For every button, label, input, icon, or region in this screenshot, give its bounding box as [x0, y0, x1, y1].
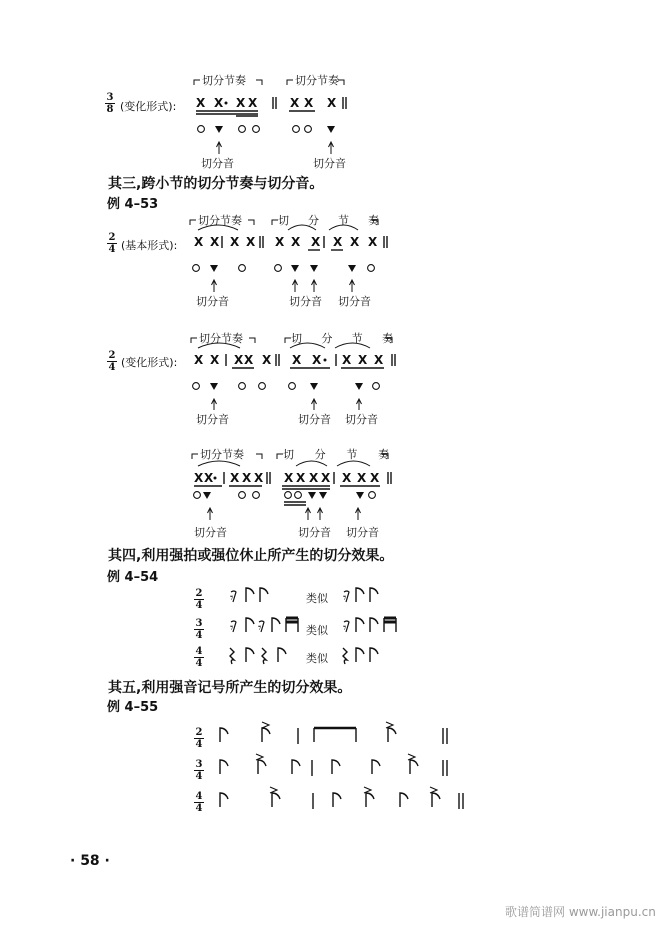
- syncopation-bracket-label: 节: [338, 214, 349, 227]
- bracket: [249, 338, 255, 343]
- heading-three: 其三,跨小节的切分节奏与切分音。: [108, 176, 324, 192]
- syncopated-note-label: 切分音: [196, 295, 229, 308]
- beat-x: X: [194, 471, 204, 485]
- beat-x: X: [368, 235, 378, 249]
- time-signature-2-4: 2 4: [108, 232, 116, 255]
- quarter-note: [400, 793, 408, 807]
- beat-x: X: [358, 353, 368, 367]
- syncopation-bracket-label: 切: [291, 332, 302, 345]
- bracket: [248, 220, 254, 225]
- beat-x: X: [304, 96, 314, 110]
- quarter-rest: [262, 648, 266, 664]
- accent-mark: [270, 787, 277, 793]
- quarter-note: [370, 618, 378, 632]
- strong-beat-triangle: [310, 383, 318, 390]
- quarter-note: [366, 793, 374, 807]
- beat-x: X: [230, 235, 240, 249]
- beat-x: X: [309, 471, 319, 485]
- syncopation-bracket-label: 切分节奏: [202, 74, 246, 87]
- syncopation-bracket-label: 奏: [378, 448, 389, 461]
- beat-x: X: [254, 471, 264, 485]
- heading-four: 其四,利用强拍或强位休止所产生的切分效果。: [108, 548, 394, 564]
- weak-beat-circle: [253, 126, 260, 133]
- similar-label: 类似: [306, 652, 328, 665]
- accent-mark: [364, 787, 371, 793]
- quarter-note: [370, 588, 378, 602]
- time-signature-2-4: 2 4: [108, 350, 116, 373]
- beat-x: X: [210, 353, 220, 367]
- similar-label: 类似: [306, 624, 328, 637]
- eighth-rest: 𝄾: [258, 621, 262, 636]
- strong-beat-triangle: [319, 492, 327, 499]
- syncopation-bracket-label: 分: [308, 214, 319, 227]
- weak-beat-circle: [368, 265, 375, 272]
- weak-beat-circle: [193, 265, 200, 272]
- quarter-note: [246, 648, 254, 662]
- syncopated-note-label: 切分音: [345, 413, 378, 426]
- beat-x: X: [292, 353, 302, 367]
- quarter-note: [272, 618, 280, 632]
- time-signature-4-4: 4 4: [195, 791, 203, 814]
- quarter-note: [410, 760, 418, 774]
- beat-x: X: [204, 471, 214, 485]
- accent-mark: [408, 754, 415, 760]
- example-4-53-label: 例 4–53: [107, 197, 159, 212]
- beat-x: X: [290, 96, 300, 110]
- quarter-note: [356, 648, 364, 662]
- beat-x: X: [312, 353, 322, 367]
- syncopation-bracket-label: 节: [346, 448, 358, 461]
- quarter-note: [258, 760, 266, 774]
- syncopated-note-label: 切分音: [289, 295, 322, 308]
- weak-beat-circle: [253, 492, 260, 499]
- beat-x: X: [246, 235, 256, 249]
- page-number: · 58 ·: [70, 853, 110, 869]
- quarter-note: [278, 648, 286, 662]
- strong-beat-triangle: [348, 265, 356, 272]
- beat-x: X: [291, 235, 301, 249]
- beat-x: X: [194, 353, 204, 367]
- beat-x: X: [327, 96, 337, 110]
- quarter-note: [272, 793, 280, 807]
- beat-x: X: [321, 471, 331, 485]
- beat-x: X: [311, 235, 321, 249]
- watermark: 歌谱简谱网 www.jianpu.cn: [505, 905, 656, 919]
- syncopated-note-label: 切分音: [196, 413, 229, 426]
- beat-x: X: [210, 235, 220, 249]
- quarter-note: [356, 588, 364, 602]
- similar-label: 类似: [306, 592, 328, 605]
- syncopation-bracket-label: 切: [278, 214, 289, 227]
- quarter-note: [370, 648, 378, 662]
- accent-mark: [256, 754, 263, 760]
- weak-beat-circle: [373, 383, 380, 390]
- beat-x: X: [333, 235, 343, 249]
- heading-five: 其五,利用强音记号所产生的切分效果。: [108, 680, 352, 696]
- weak-beat-circle: [239, 126, 246, 133]
- example-4-55-label: 例 4–55: [107, 700, 159, 715]
- weak-beat-circle: [239, 265, 246, 272]
- quarter-note: [246, 618, 254, 632]
- beat-x: X: [234, 353, 244, 367]
- strong-beat-triangle: [210, 265, 218, 272]
- syncopated-note-label: 切分音: [194, 526, 227, 539]
- quarter-note: [262, 728, 270, 742]
- beat-x: X: [370, 471, 380, 485]
- weak-beat-circle: [239, 383, 246, 390]
- quarter-note: [220, 728, 228, 742]
- strong-beat-triangle: [203, 492, 211, 499]
- augmentation-dot: [324, 359, 327, 362]
- augmentation-dot: [225, 102, 228, 105]
- strong-beat-triangle: [291, 265, 299, 272]
- strong-beat-triangle: [356, 492, 364, 499]
- beat-x: X: [248, 96, 258, 110]
- eighth-rest: 𝄾: [343, 621, 347, 636]
- beat-x: X: [262, 353, 272, 367]
- example-4-54-label: 例 4–54: [107, 570, 159, 585]
- weak-beat-circle: [305, 126, 312, 133]
- weak-beat-circle: [369, 492, 376, 499]
- weak-beat-circle: [259, 383, 266, 390]
- accent-mark: [262, 722, 269, 728]
- weak-beat-circle: [193, 383, 200, 390]
- strong-beat-triangle: [308, 492, 316, 499]
- beat-x: X: [242, 471, 252, 485]
- quarter-note: [333, 793, 341, 807]
- syncopated-note-label: 切分音: [298, 526, 331, 539]
- time-signature-2-4: 2 4: [195, 727, 203, 750]
- eighth-rest: 𝄾: [230, 591, 234, 606]
- time-signature-3-8: 3 8: [106, 92, 114, 115]
- bracket: [256, 80, 262, 85]
- quarter-note: [432, 793, 440, 807]
- weak-beat-circle: [295, 492, 302, 499]
- quarter-note: [260, 588, 268, 602]
- syncopation-bracket-label: 切分节奏: [198, 214, 242, 227]
- bracket: [190, 220, 196, 225]
- time-signature-2-4: 2 4: [195, 588, 203, 611]
- beat-x: X: [342, 353, 352, 367]
- quarter-note: [372, 760, 380, 774]
- quarter-note: [332, 760, 340, 774]
- strong-beat-triangle: [210, 383, 218, 390]
- quarter-note: [220, 793, 228, 807]
- beat-x: X: [374, 353, 384, 367]
- strong-beat-triangle: [355, 383, 363, 390]
- weak-beat-circle: [285, 492, 292, 499]
- eighth-rest: 𝄾: [343, 591, 347, 606]
- quarter-note: [246, 588, 254, 602]
- bracket: [192, 454, 198, 459]
- quarter-rest: [230, 648, 234, 664]
- bracket: [191, 338, 197, 343]
- augmentation-dot: [214, 477, 217, 480]
- strong-beat-triangle: [327, 126, 335, 133]
- time-signature-3-4: 3 4: [195, 618, 203, 641]
- weak-beat-circle: [194, 492, 201, 499]
- variant-form-label: (变化形式):: [120, 100, 177, 113]
- eighth-rest: 𝄾: [230, 621, 234, 636]
- bracket: [194, 80, 200, 85]
- weak-beat-circle: [239, 492, 246, 499]
- beat-x: X: [236, 96, 246, 110]
- beat-x: X: [214, 96, 224, 110]
- tie: [337, 461, 370, 466]
- beat-x: X: [342, 471, 352, 485]
- syncopated-note-label: 切分音: [298, 413, 331, 426]
- variant-form-label: (变化形式):: [121, 356, 178, 369]
- syncopation-bracket-label: 分: [314, 448, 326, 461]
- syncopated-note-label: 切分音: [346, 526, 379, 539]
- accent-mark: [430, 787, 437, 793]
- beat-x: X: [275, 235, 285, 249]
- syncopation-bracket-label: 奏: [368, 214, 379, 227]
- time-signature-3-4: 3 4: [195, 759, 203, 782]
- syncopation-bracket-label: 切分节奏: [199, 332, 243, 345]
- syncopation-bracket-label: 切: [283, 448, 294, 461]
- beat-x: X: [196, 96, 206, 110]
- syncopation-bracket-label: 切分节奏: [200, 448, 244, 461]
- quarter-rest: [343, 648, 347, 664]
- basic-form-label: (基本形式):: [121, 239, 178, 252]
- strong-beat-triangle: [310, 265, 318, 272]
- syncopation-bracket-label: 奏: [382, 332, 393, 345]
- weak-beat-circle: [289, 383, 296, 390]
- bracket: [287, 80, 293, 85]
- weak-beat-circle: [293, 126, 300, 133]
- quarter-note: [388, 728, 396, 742]
- syncopation-bracket-label: 节: [351, 332, 363, 345]
- syncopation-bracket-label: 切分节奏: [295, 74, 339, 87]
- beat-x: X: [244, 353, 254, 367]
- strong-beat-triangle: [215, 126, 223, 133]
- time-signature-4-4: 4 4: [195, 646, 203, 669]
- bracket: [256, 454, 262, 459]
- syncopated-note-label: 切分音: [338, 295, 371, 308]
- beat-x: X: [194, 235, 204, 249]
- accent-mark: [386, 722, 393, 728]
- quarter-note: [356, 618, 364, 632]
- beat-x: X: [296, 471, 306, 485]
- beat-x: X: [284, 471, 294, 485]
- syncopated-note-label: 切分音: [201, 157, 234, 170]
- beat-x: X: [357, 471, 367, 485]
- weak-beat-circle: [198, 126, 205, 133]
- quarter-note: [220, 760, 228, 774]
- tie: [296, 461, 327, 466]
- beat-x: X: [350, 235, 360, 249]
- quarter-note: [292, 760, 300, 774]
- tie: [198, 461, 240, 466]
- weak-beat-circle: [275, 265, 282, 272]
- syncopated-note-label: 切分音: [313, 157, 346, 170]
- syncopation-bracket-label: 分: [321, 332, 333, 345]
- beat-x: X: [230, 471, 240, 485]
